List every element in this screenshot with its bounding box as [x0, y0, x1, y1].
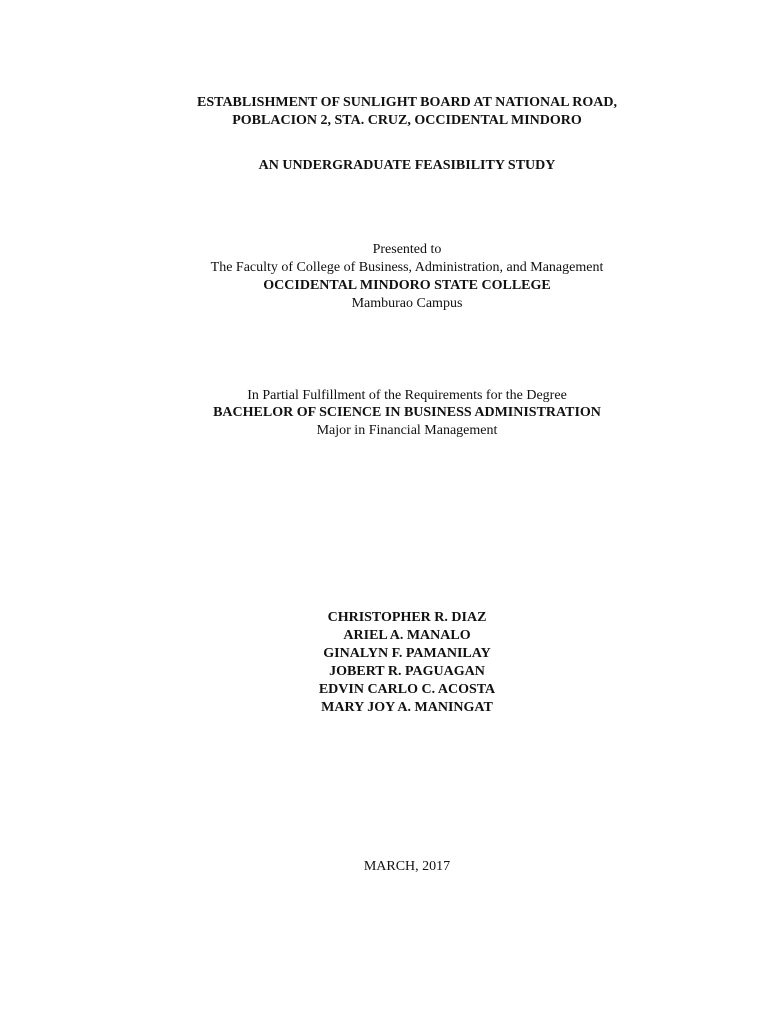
faculty-name: The Faculty of College of Business, Administration, and Management — [210, 260, 604, 275]
author-name: EDVIN CARLO C. ACOSTA — [318, 682, 496, 697]
degree-name: BACHELOR OF SCIENCE IN BUSINESS ADMINISTRATION — [213, 405, 601, 420]
college-name: OCCIDENTAL MINDORO STATE COLLEGE — [263, 278, 551, 293]
submission-date: MARCH, 2017 — [363, 859, 451, 874]
study-subtitle: AN UNDERGRADUATE FEASIBILITY STUDY — [258, 158, 556, 173]
author-name: GINALYN F. PAMANILAY — [323, 646, 491, 661]
title-line-1: ESTABLISHMENT OF SUNLIGHT BOARD AT NATIONAL ROAD, — [197, 95, 617, 110]
fulfillment-intro: In Partial Fulfillment of the Requirements for the Degree — [247, 388, 567, 403]
author-name: JOBERT R. PAGUAGAN — [329, 664, 485, 679]
campus-name: Mamburao Campus — [351, 296, 463, 311]
presented-to: Presented to — [372, 242, 442, 257]
title-line-2: POBLACION 2, STA. CRUZ, OCCIDENTAL MINDORO — [232, 113, 582, 128]
author-name: MARY JOY A. MANINGAT — [321, 700, 493, 715]
author-name: CHRISTOPHER R. DIAZ — [327, 610, 487, 625]
major-name: Major in Financial Management — [316, 423, 498, 438]
author-name: ARIEL A. MANALO — [343, 628, 471, 643]
